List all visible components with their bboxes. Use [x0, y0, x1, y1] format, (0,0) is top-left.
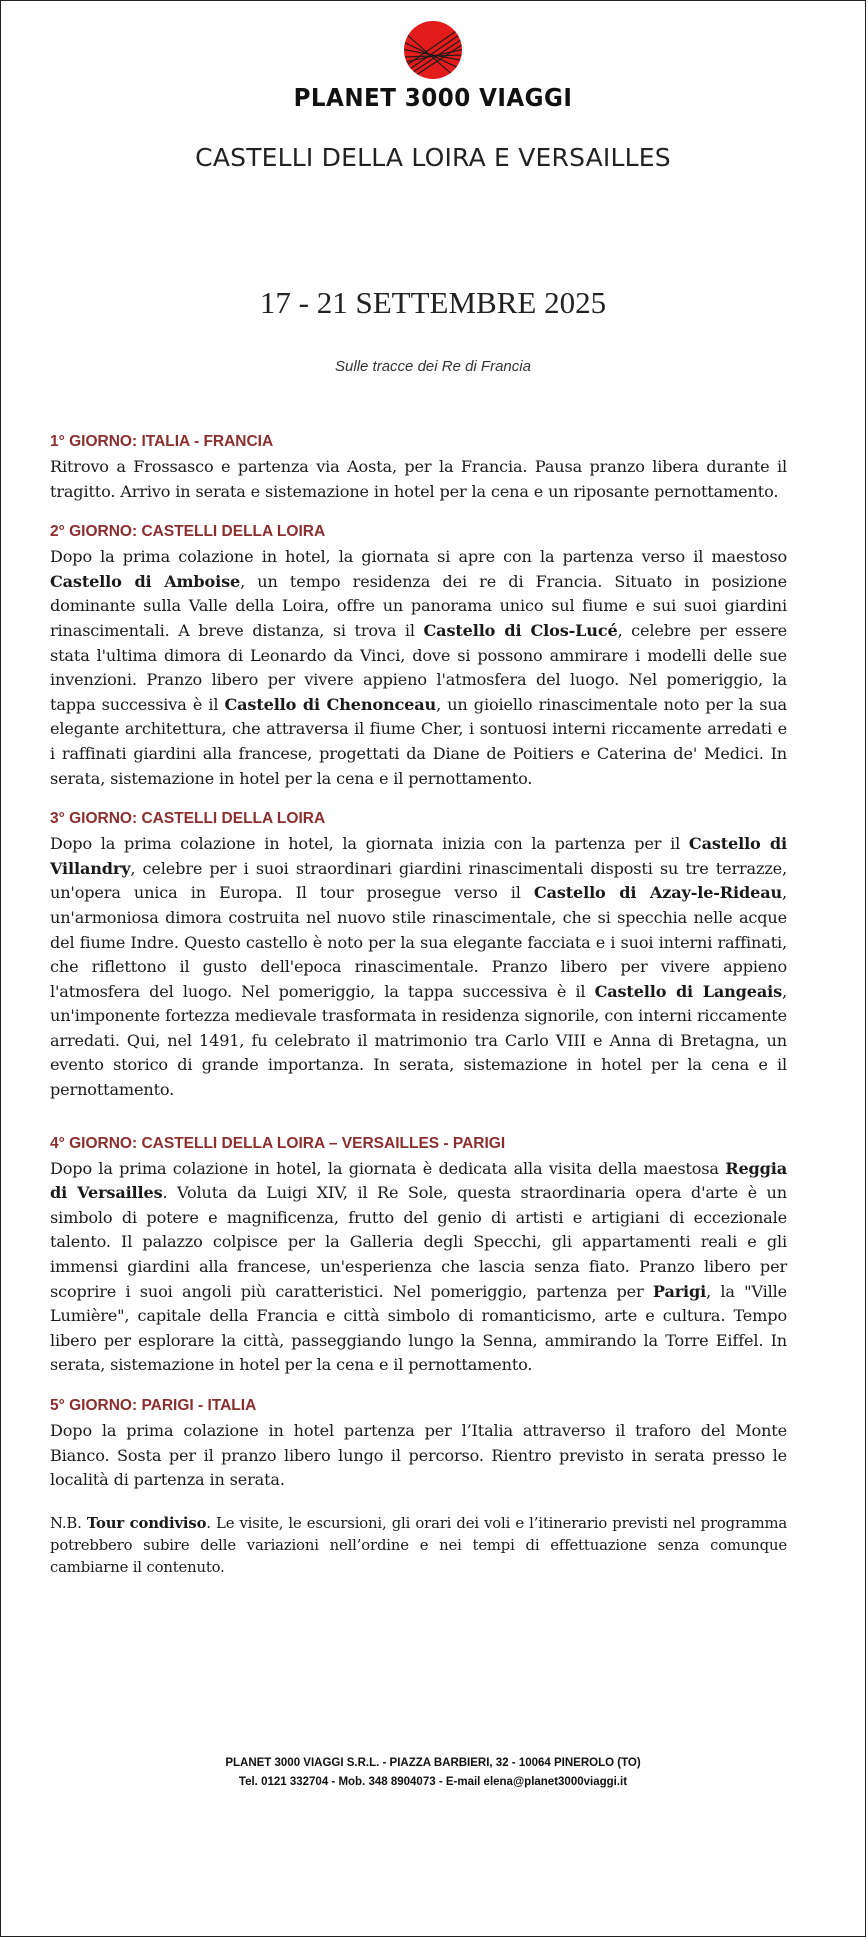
day-heading: 3° GIORNO: CASTELLI DELLA LOIRA: [50, 810, 326, 828]
day-1: [50, 431, 787, 504]
brand-name: PLANET 3000 VIAGGI: [293, 83, 573, 112]
day-5: [50, 1395, 787, 1493]
text-run: . Voluta da Luigi XIV, il Re Sole, questa straordinaria opera d'arte è un simbolo di potere e magnificenza, frutto del genio di artisti e artigiani di eccezionale talento. Il palazzo colpisce per la Galleria degli Specchi, gli appartamenti reali e gli immensi giardini alla francese, un'esperienza che lascia senza fiato. Pranzo libero per scoprire i suoi angoli più caratteristici. Nel pomeriggio, partenza per: [50, 1183, 787, 1301]
text-run: N.B.: [50, 1514, 87, 1532]
day-description: [50, 1157, 787, 1378]
text-run: , un tempo residenza dei re di Francia. Situato in posizione dominante sulla Valle della Loira, offre un panorama unico sul fiume e sui suoi giardini rinascimentali. A breve distanza, si trova il: [50, 571, 787, 640]
text-run: Dopo la prima colazione in hotel, la giornata si apre con la partenza verso il maestoso: [50, 547, 787, 567]
highlighted-place: Castello di Villandry: [50, 834, 787, 878]
text-run: Dopo la prima colazione in hotel, la giornata è dedicata alla visita della maestosa: [50, 1158, 726, 1178]
day-heading: 2° GIORNO: CASTELLI DELLA LOIRA: [50, 523, 326, 541]
itinerary: [50, 431, 787, 1594]
highlighted-place: Castello di Azay-le-Rideau: [533, 883, 783, 903]
disclaimer-note: [50, 1513, 787, 1579]
day-description: [50, 545, 787, 791]
highlighted-place: Castello di Amboise: [50, 571, 241, 591]
footer-address: PLANET 3000 VIAGGI S.R.L. - PIAZZA BARBIERI, 32 - 10064 PINEROLO (TO): [225, 1757, 641, 1769]
text-run: , celebre per i suoi straordinari giardini rinascimentali disposti su tre terrazze, un'opera unica in Europa. Il tour prosegue verso il: [50, 858, 787, 903]
day-heading: 5° GIORNO: PARIGI - ITALIA: [50, 1397, 257, 1414]
highlighted-place: Castello di Langeais: [594, 981, 783, 1001]
highlighted-place: Tour condiviso: [86, 1514, 207, 1532]
text-run: , un gioiello rinascimentale noto per la sua elegante architettura, che attraversa il fiume Cher, i sontuosi interni riccamente arredati e i raffinati giardini alla francese, progettati da Diane de Poitiers e Caterina de' Medici. In serata, sistemazione in hotel per la cena e il pernottamento.: [50, 694, 787, 788]
day-description: [50, 832, 787, 1103]
day-3: [50, 808, 787, 1103]
text-run: , un'imponente fortezza medievale trasformata in residenza signorile, con interni riccamente arredati. Qui, nel 1491, fu celebrato il matrimonio tra Carlo VIII e Anna di Bretagna, un evento storico di grande importanza. In serata, sistemazione in hotel per la cena e il pernottamento.: [50, 981, 787, 1100]
planet-icon: [401, 19, 465, 81]
footer-contacts: Tel. 0121 332704 - Mob. 348 8904073 - E-mail elena@planet3000viaggi.it: [238, 1776, 628, 1788]
highlighted-place: Parigi: [652, 1281, 707, 1301]
highlighted-place: Castello di Chenonceau: [224, 694, 437, 714]
text-run: Dopo la prima colazione in hotel partenza per l’Italia attraverso il traforo del Monte Bianco. Sosta per il pranzo libero lungo il percorso. Rientro previsto in serata presso le località di partenza in serata.: [50, 1421, 787, 1490]
company-footer: [1, 1754, 865, 1792]
text-run: Dopo la prima colazione in hotel, la giornata inizia con la partenza per il: [50, 834, 689, 854]
day-heading: 1° GIORNO: ITALIA - FRANCIA: [50, 433, 274, 450]
text-run: , un'armoniosa dimora costruita nel nuovo stile rinascimentale, che si specchia nelle acque del fiume Indre. Questo castello è noto per la sua elegante facciata e i suoi interni raffinati, che riflettono il gusto dell'epoca rinascimentale. Pranzo libero per vivere appieno l'atmosfera del luogo. Nel pomeriggio, la tappa successiva è il: [50, 883, 787, 1001]
day-2: [50, 521, 787, 791]
trip-subtitle: Sulle tracce dei Re di Francia: [335, 358, 531, 375]
day-description: [50, 1419, 787, 1493]
highlighted-place: Reggia di Versailles: [50, 1158, 787, 1203]
text-run: , celebre per essere stata l'ultima dimora di Leonardo da Vinci, dove si possono ammirare i modelli delle sue invenzioni. Pranzo libero per vivere appieno l'atmosfera del luogo. Nel pomeriggio, la tappa successiva è il: [50, 620, 787, 714]
page-title: CASTELLI DELLA LOIRA E VERSAILLES: [195, 143, 671, 172]
brand-logo: [1, 19, 865, 112]
day-description: [50, 455, 787, 504]
text-run: Ritrovo a Frossasco e partenza via Aosta, per la Francia. Pausa pranzo libera durante il tragitto. Arrivo in serata e sistemazione in hotel per la cena e un riposante pernottamento.: [50, 457, 787, 501]
highlighted-place: Castello di Clos-Lucé: [423, 620, 618, 640]
day-4: [50, 1133, 787, 1378]
text-run: . Le visite, le escursioni, gli orari dei voli e l’itinerario previsti nel programma potrebbero subire delle variazioni nell’ordine e nei tempi di effettuazione senza comunque cambiarne il contenuto.: [50, 1514, 788, 1576]
day-heading: 4° GIORNO: CASTELLI DELLA LOIRA – VERSAILLES - PARIGI: [50, 1134, 506, 1152]
trip-dates: 17 - 21 SETTEMBRE 2025: [259, 285, 607, 320]
text-run: , la "Ville Lumière", capitale della Francia e città simbolo di romanticismo, arte e cultura. Tempo libero per esplorare la città, passeggiando lungo la Senna, ammirando la Torre Eiffel. In serata, sistemazione in hotel per la cena e il pernottamento.: [50, 1281, 787, 1375]
